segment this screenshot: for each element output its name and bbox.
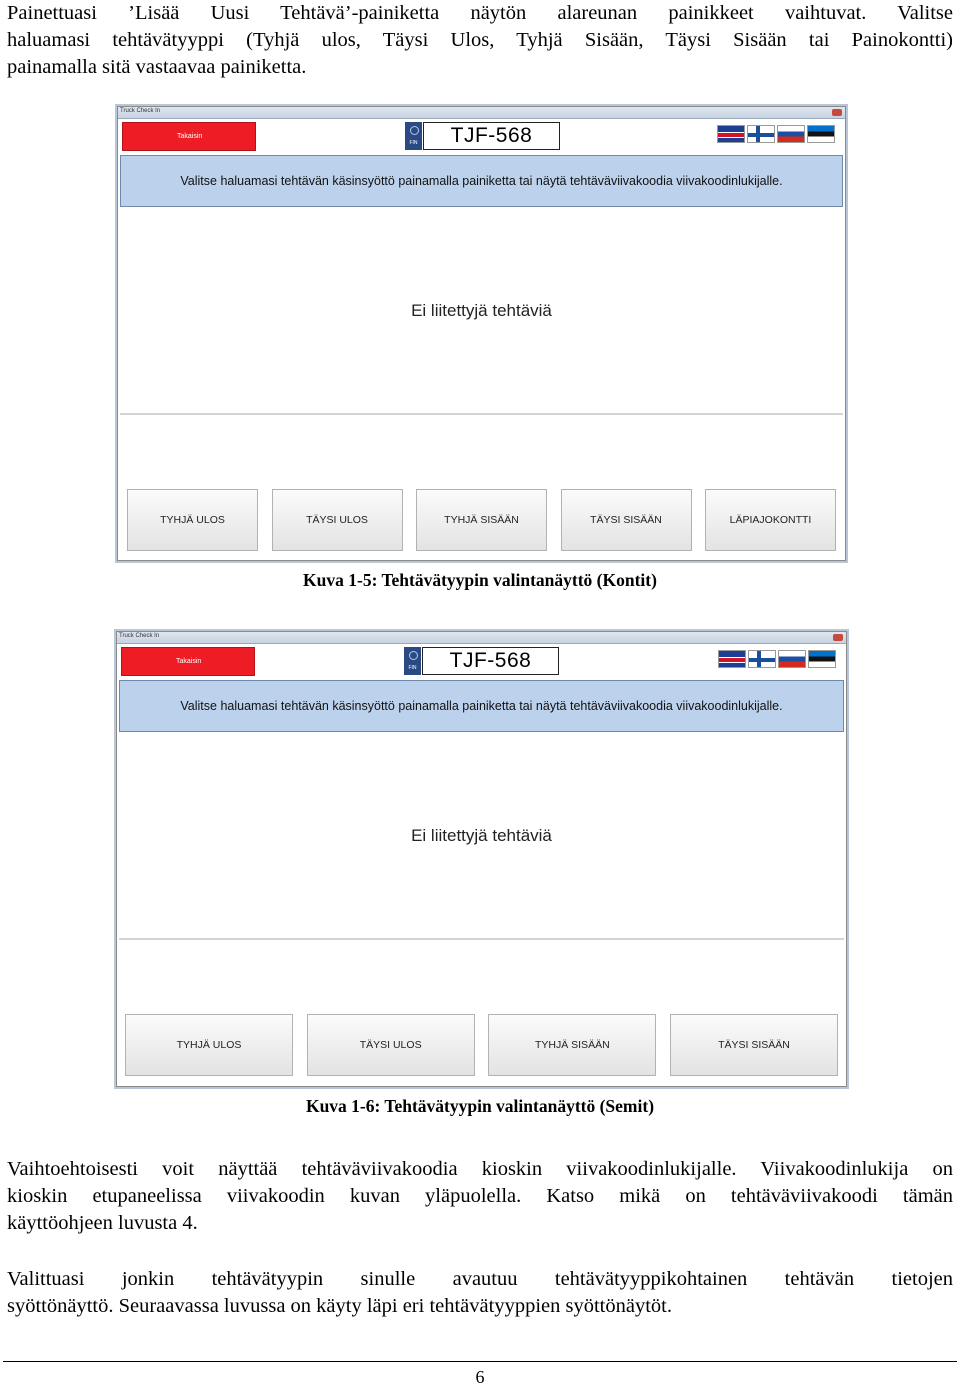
- task-list-area: [119, 752, 844, 938]
- task-type-buttons: [125, 1014, 838, 1076]
- text-line: syöttönäyttö. Seuraavassa luvussa on käyty läpi eri tehtävätyyppien syöttönäytöt.: [7, 1295, 672, 1317]
- uk-flag-icon[interactable]: [717, 125, 745, 143]
- window-title: Truck Check In: [119, 633, 160, 639]
- empty-message: Ei liitettyjä tehtäviä: [411, 301, 552, 320]
- window-titlebar: [117, 632, 846, 644]
- full-out-button[interactable]: TÄYSI ULOS: [272, 489, 403, 551]
- russia-flag-icon[interactable]: [778, 650, 806, 668]
- text-line: käyttöohjeen luvusta 4.: [7, 1212, 198, 1234]
- page-number: 6: [475, 1367, 485, 1387]
- empty-in-button[interactable]: TYHJÄ SISÄÄN: [488, 1014, 656, 1076]
- divider: [119, 938, 844, 940]
- barcode-paragraph: [7, 1156, 953, 1237]
- task-type-buttons: [127, 489, 836, 551]
- full-out-button[interactable]: TÄYSI ULOS: [307, 1014, 475, 1076]
- close-icon[interactable]: [833, 634, 843, 641]
- text-line: haluamasi tehtävätyyppi (Tyhjä ulos, Täysi Ulos, Tyhjä Sisään, Täysi Sisään tai Painokontti): [7, 29, 953, 51]
- full-in-button[interactable]: TÄYSI SISÄÄN: [670, 1014, 838, 1076]
- empty-in-button[interactable]: TYHJÄ SISÄÄN: [416, 489, 547, 551]
- close-icon[interactable]: [832, 109, 842, 116]
- language-flags: [718, 650, 836, 670]
- app-header: [119, 645, 844, 680]
- language-flags: [717, 125, 835, 145]
- empty-out-button[interactable]: TYHJÄ ULOS: [125, 1014, 293, 1076]
- screenshot-kontit: [117, 106, 846, 561]
- full-in-button[interactable]: TÄYSI SISÄÄN: [561, 489, 692, 551]
- task-list-area: [120, 227, 843, 413]
- back-button[interactable]: Takaisin: [121, 647, 255, 676]
- text-line: Valittuasi jonkin tehtävätyypin sinulle avautuu tehtävätyyppikohtainen tehtävän tietojen: [7, 1268, 953, 1290]
- estonia-flag-icon[interactable]: [808, 650, 836, 668]
- window-title: Truck Check In: [120, 108, 161, 114]
- screenshot-semit: [116, 631, 847, 1087]
- selection-paragraph: [7, 1266, 953, 1320]
- figure-caption: Kuva 1-6: Tehtävätyypin valintanäyttö (Semit): [305, 1096, 655, 1116]
- country-badge: FIN: [405, 122, 422, 150]
- text-line: kioskin etupaneelissa viivakoodin kuvan yläpuolella. Katso mikä on tehtäväviivakoodi tämän: [7, 1185, 953, 1207]
- text-line: painamalla sitä vastaavaa painiketta.: [7, 56, 307, 78]
- license-plate: TJF-568: [422, 647, 559, 675]
- text-line: Vaihtoehtoisesti voit näyttää tehtäväviivakoodia kioskin viivakoodinlukijalle. Viivakoodinlukija on: [7, 1158, 953, 1180]
- empty-out-button[interactable]: TYHJÄ ULOS: [127, 489, 258, 551]
- app-header: [120, 120, 843, 155]
- country-badge: FIN: [404, 647, 421, 675]
- russia-flag-icon[interactable]: [777, 125, 805, 143]
- license-plate: TJF-568: [423, 122, 560, 150]
- finland-flag-icon[interactable]: [748, 650, 776, 668]
- text-line: Painettuasi ’Lisää Uusi Tehtävä’-painiketta näytön alareunan painikkeet vaihtuvat. Valitse: [7, 2, 953, 24]
- instruction-banner: Valitse haluamasi tehtävän käsinsyöttö painamalla painiketta tai näytä tehtäväviivakoodia viivakoodinlukijalle.: [120, 155, 843, 207]
- window-titlebar: [118, 107, 845, 119]
- uk-flag-icon[interactable]: [718, 650, 746, 668]
- intro-paragraph: [7, 0, 953, 81]
- transit-container-button[interactable]: LÄPIAJOKONTTI: [705, 489, 836, 551]
- divider: [120, 413, 843, 415]
- footer-rule: [3, 1361, 957, 1362]
- empty-message: Ei liitettyjä tehtäviä: [411, 826, 552, 845]
- estonia-flag-icon[interactable]: [807, 125, 835, 143]
- instruction-banner: Valitse haluamasi tehtävän käsinsyöttö painamalla painiketta tai näytä tehtäväviivakoodia viivakoodinlukijalle.: [119, 680, 844, 732]
- back-button[interactable]: Takaisin: [122, 122, 256, 151]
- finland-flag-icon[interactable]: [747, 125, 775, 143]
- figure-caption: Kuva 1-5: Tehtävätyypin valintanäyttö (Kontit): [303, 570, 657, 590]
